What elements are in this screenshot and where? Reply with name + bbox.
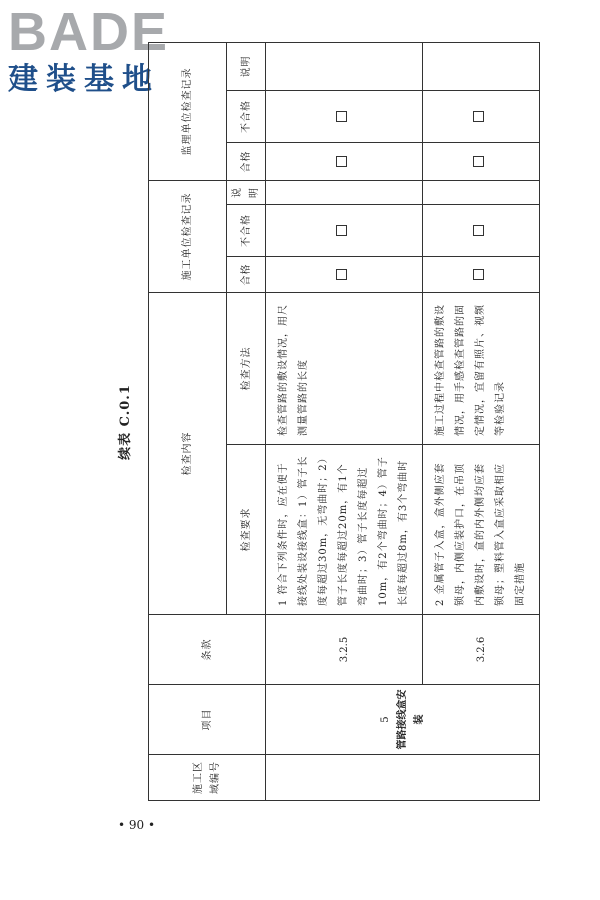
- header-supervisor-record: 监理单位检查记录: [149, 42, 227, 180]
- logo-wordmark: BADE: [8, 2, 170, 62]
- header-supervisor-pass: 合格: [227, 142, 266, 180]
- header-area-code: 施工区域编号: [149, 755, 266, 801]
- checkbox[interactable]: [336, 225, 347, 236]
- contractor-pass-checkbox-cell[interactable]: [423, 257, 540, 293]
- area-code-cell: [266, 755, 540, 801]
- header-content: 检查内容: [149, 293, 227, 615]
- header-item: 项目: [149, 685, 266, 755]
- contractor-fail-checkbox-cell[interactable]: [266, 205, 423, 257]
- clause-cell: 3.2.5: [266, 615, 423, 685]
- contractor-note-cell[interactable]: [423, 180, 540, 204]
- requirement-cell: 2 金属管子入盒，盒外侧应套锁母，内侧应装护口，在吊顶内敷设时，盒的内外侧均应套锁母；塑料管入盒应采取相应固定措施: [423, 445, 540, 615]
- page-number: • 90 •: [118, 818, 156, 832]
- inspection-table: [148, 42, 540, 801]
- table-caption: 续表 C.0.1: [118, 384, 133, 460]
- header-contractor-pass: 合格: [227, 257, 266, 293]
- checkbox[interactable]: [336, 111, 347, 122]
- header-contractor-fail: 不合格: [227, 205, 266, 257]
- header-contractor-note: 说明: [227, 180, 266, 204]
- project-cell: [266, 685, 540, 755]
- method-cell: 检查管路的敷设情况，用尺测量管路的长度: [266, 293, 423, 445]
- checkbox[interactable]: [473, 156, 484, 167]
- header-requirement: 检查要求: [227, 445, 266, 615]
- supervisor-note-cell[interactable]: [266, 42, 423, 90]
- requirement-cell: 1 符合下列条件时，应在便于接线处装设接线盒：1）管子长度每超过30m，无弯曲时；2）管子长度每超过20m，有1个弯曲时；3）管子长度每超过10m，有2个弯曲时；4）管子长度每超过8m，有3个弯曲时: [266, 445, 423, 615]
- checkbox[interactable]: [336, 156, 347, 167]
- contractor-fail-checkbox-cell[interactable]: [423, 205, 540, 257]
- header-method: 检查方法: [227, 293, 266, 445]
- supervisor-note-cell[interactable]: [423, 42, 540, 90]
- header-clause: 条款: [149, 615, 266, 685]
- supervisor-fail-checkbox-cell[interactable]: [266, 90, 423, 142]
- logo-chinese-name: 建装基地: [8, 62, 160, 97]
- clause-cell: 3.2.6: [423, 615, 540, 685]
- method-cell: 施工过程中检查管路的敷设情况，用手感检查管路的固定情况，宜留有照片、视频等检验记录: [423, 293, 540, 445]
- table-row: [266, 42, 423, 800]
- rotated-table-page: [112, 43, 526, 801]
- supervisor-fail-checkbox-cell[interactable]: [423, 90, 540, 142]
- project-name: 管路接线盒安装: [397, 689, 425, 750]
- project-number: 5: [380, 716, 391, 723]
- checkbox[interactable]: [473, 111, 484, 122]
- supervisor-pass-checkbox-cell[interactable]: [266, 142, 423, 180]
- checkbox[interactable]: [336, 269, 347, 280]
- header-supervisor-note: 说明: [227, 42, 266, 90]
- header-supervisor-fail: 不合格: [227, 90, 266, 142]
- checkbox[interactable]: [473, 269, 484, 280]
- supervisor-pass-checkbox-cell[interactable]: [423, 142, 540, 180]
- checkbox[interactable]: [473, 225, 484, 236]
- contractor-note-cell[interactable]: [266, 180, 423, 204]
- header-contractor-record: 施工单位检查记录: [149, 180, 227, 292]
- contractor-pass-checkbox-cell[interactable]: [266, 257, 423, 293]
